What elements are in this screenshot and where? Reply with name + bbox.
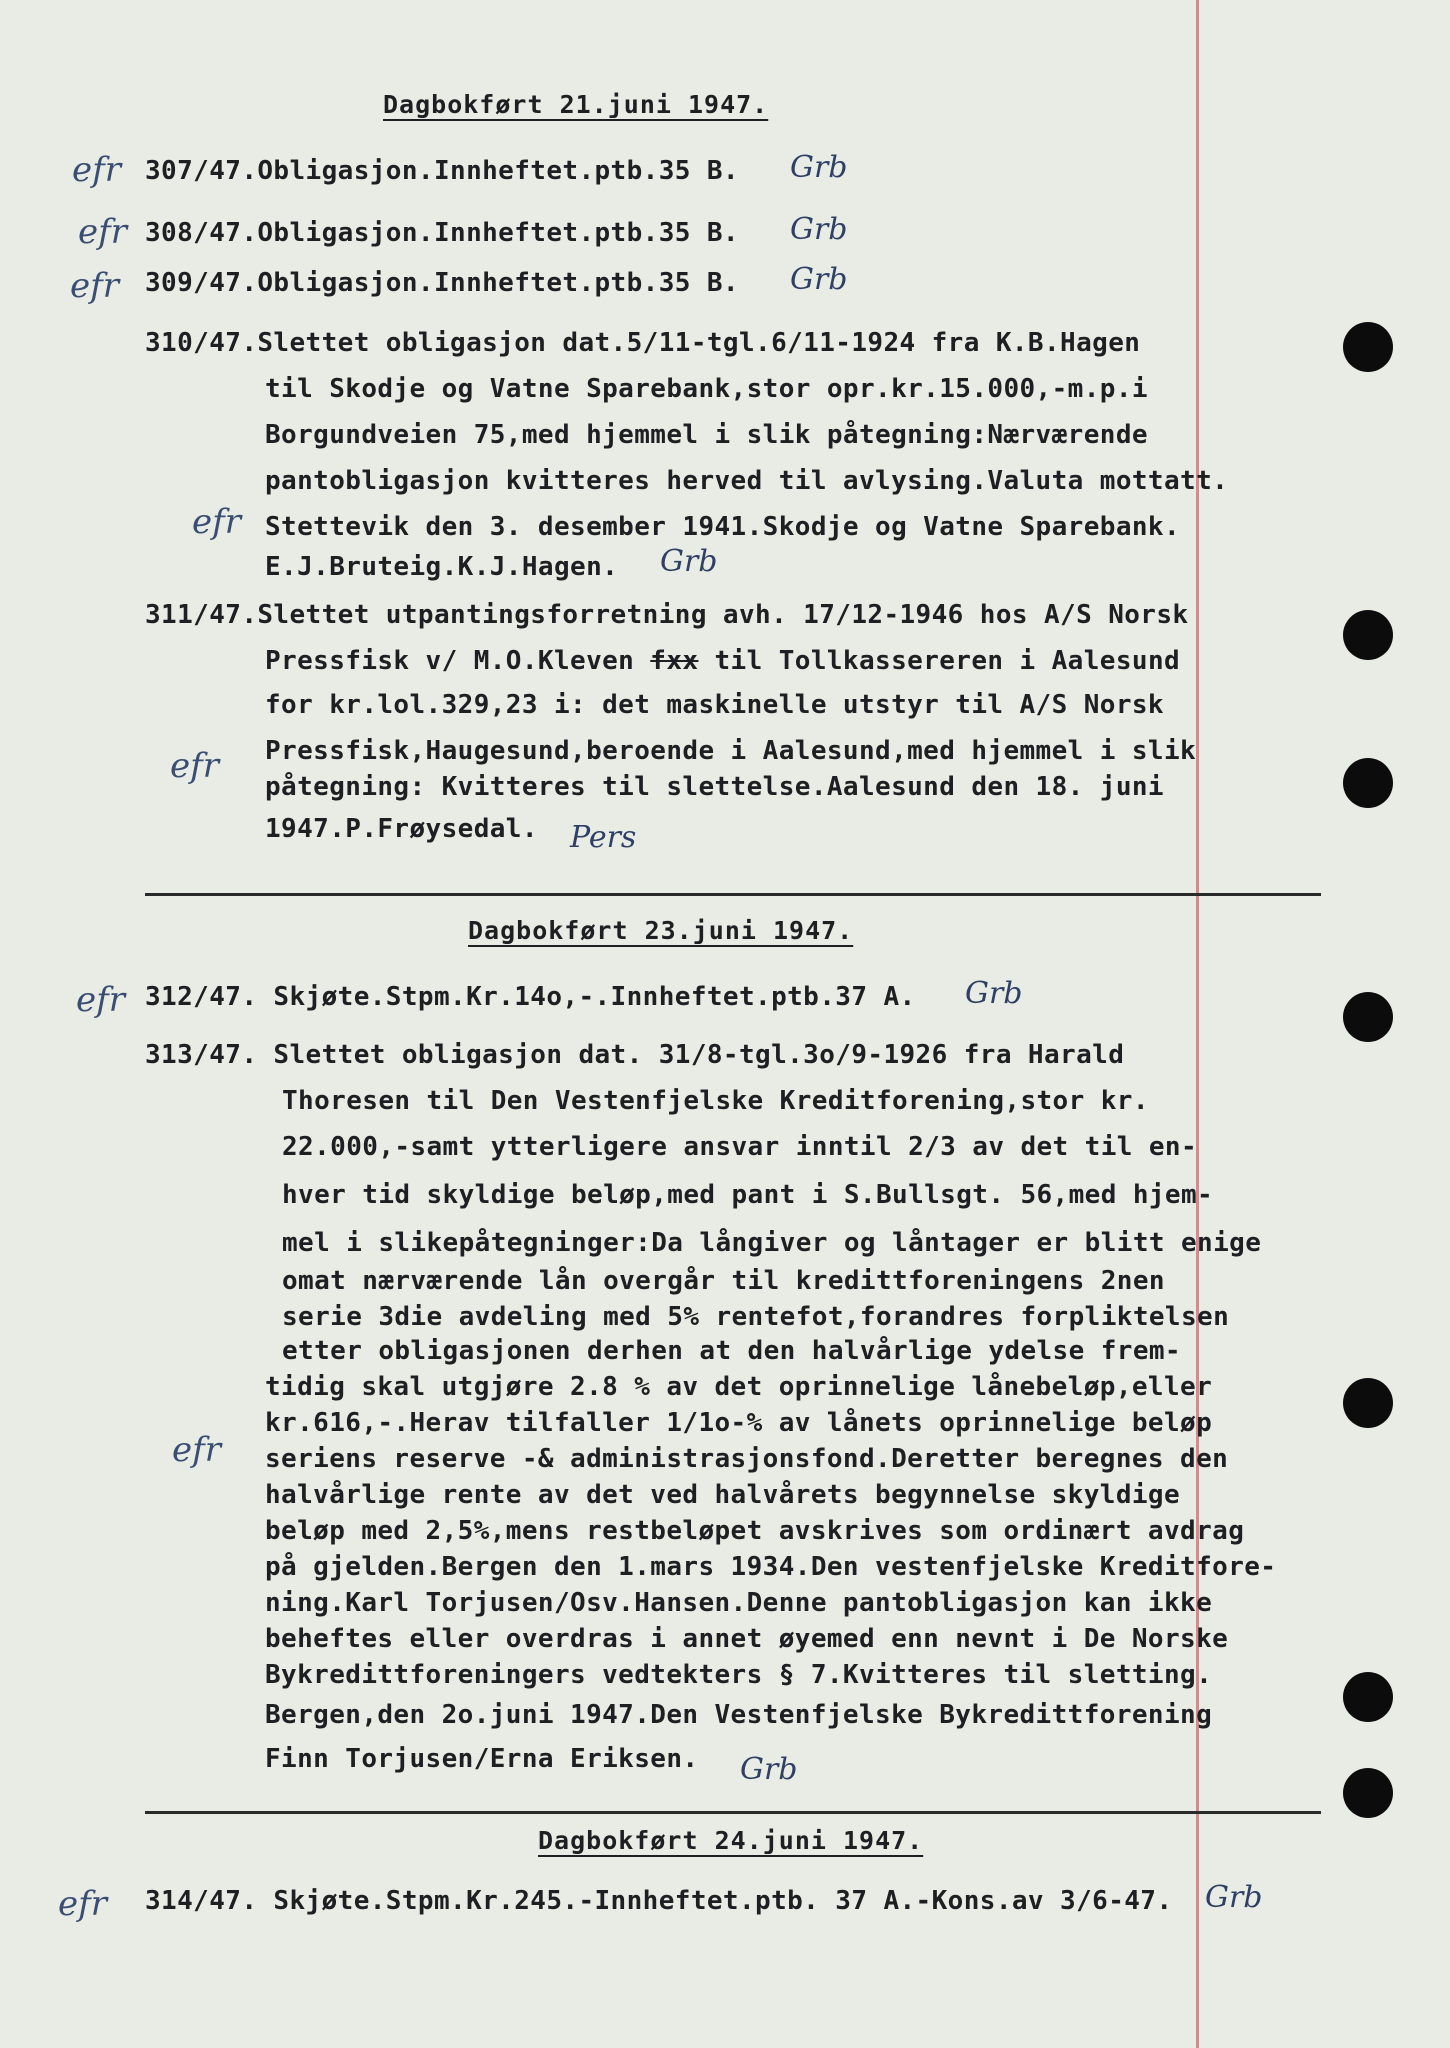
struck-text: fxx xyxy=(650,646,699,676)
entry-line: hver tid skyldige beløp,med pant i S.Bullsgt. 56,med hjem- xyxy=(282,1180,1214,1210)
initials-309: Grb xyxy=(790,262,848,297)
punch-hole-7 xyxy=(1343,1768,1393,1818)
entry-line: mel i slikepåtegninger:Da långiver og låntager er blitt enige xyxy=(282,1228,1262,1258)
entry-line: 313/47. Slettet obligasjon dat. 31/8-tgl.3o/9-1926 fra Harald xyxy=(145,1040,1125,1070)
entry-line: Pressfisk,Haugesund,beroende i Aalesund,med hjemmel i slik xyxy=(265,736,1197,766)
entry-line: 311/47.Slettet utpantingsforretning avh. 17/12-1946 hos A/S Norsk xyxy=(145,600,1189,630)
section-header-21-juni: Dagbokført 21.juni 1947. xyxy=(383,90,769,119)
punch-hole-6 xyxy=(1343,1672,1393,1722)
entry-line: ning.Karl Torjusen/Osv.Hansen.Denne pantobligasjon kan ikke xyxy=(265,1588,1213,1618)
entry-line: seriens reserve -& administrasjonsfond.Deretter beregnes den xyxy=(265,1444,1229,1474)
initials-307: Grb xyxy=(790,150,848,185)
entry-line: beheftes eller overdras i annet øyemed enn nevnt i De Norske xyxy=(265,1624,1229,1654)
section-divider xyxy=(145,893,1321,896)
entry-line: 310/47.Slettet obligasjon dat.5/11-tgl.6/11-1924 fra K.B.Hagen xyxy=(145,328,1141,358)
entry-line: 308/47.Obligasjon.Innheftet.ptb.35 B. xyxy=(145,218,739,248)
entry-line: serie 3die avdeling med 5% rentefot,forandres forpliktelsen xyxy=(282,1302,1230,1332)
entry-line: på gjelden.Bergen den 1.mars 1934.Den vestenfjelske Kreditfore- xyxy=(265,1552,1277,1582)
punch-hole-5 xyxy=(1343,1378,1393,1428)
margin-mark-314: efr xyxy=(58,1884,107,1924)
entry-line: Thoresen til Den Vestenfjelske Kreditforening,stor kr. xyxy=(282,1086,1149,1116)
entry-line: Bykredittforeningers vedtekters § 7.Kvitteres til sletting. xyxy=(265,1660,1213,1690)
margin-mark-310: efr xyxy=(192,502,241,542)
initials-310: Grb xyxy=(660,544,718,579)
punch-hole-1 xyxy=(1343,322,1393,372)
entry-text: til Tollkassereren i Aalesund xyxy=(698,646,1181,676)
initials-313: Grb xyxy=(740,1752,798,1787)
entry-text: Pressfisk v/ M.O.Kleven xyxy=(265,646,651,676)
margin-mark-308: efr xyxy=(78,212,127,252)
entry-line: 314/47. Skjøte.Stpm.Kr.245.-Innheftet.ptb. 37 A.-Kons.av 3/6-47. xyxy=(145,1886,1173,1916)
margin-mark-312: efr xyxy=(76,980,125,1020)
entry-line: Bergen,den 2o.juni 1947.Den Vestenfjelske Bykredittforening xyxy=(265,1700,1213,1730)
entry-line: 22.000,-samt ytterligere ansvar inntil 2/3 av det til en- xyxy=(282,1132,1198,1162)
punch-hole-3 xyxy=(1343,758,1393,808)
entry-line: for kr.lol.329,23 i: det maskinelle utstyr til A/S Norsk xyxy=(265,690,1164,720)
punch-hole-2 xyxy=(1343,610,1393,660)
punch-hole-4 xyxy=(1343,992,1393,1042)
initials-308: Grb xyxy=(790,212,848,247)
section-header-24-juni: Dagbokført 24.juni 1947. xyxy=(538,1826,924,1855)
entry-line: halvårlige rente av det ved halvårets begynnelse skyldige xyxy=(265,1480,1181,1510)
entry-line: Stettevik den 3. desember 1941.Skodje og Vatne Sparebank. xyxy=(265,512,1181,542)
entry-line: Borgundveien 75,med hjemmel i slik påtegning:Nærværende xyxy=(265,420,1148,450)
entry-line: 1947.P.Frøysedal. xyxy=(265,814,538,844)
entry-line: omat nærværende lån overgår til kredittforeningens 2nen xyxy=(282,1266,1165,1296)
initials-312: Grb xyxy=(965,976,1023,1011)
entry-line: kr.616,-.Herav tilfaller 1/1o-% av lånets oprinnelige beløp xyxy=(265,1408,1213,1438)
entry-line: til Skodje og Vatne Sparebank,stor opr.kr.15.000,-m.p.i xyxy=(265,374,1148,404)
entry-line: 307/47.Obligasjon.Innheftet.ptb.35 B. xyxy=(145,156,739,186)
initials-314: Grb xyxy=(1205,1880,1263,1915)
margin-mark-307: efr xyxy=(72,150,121,190)
section-header-23-juni: Dagbokført 23.juni 1947. xyxy=(468,916,854,945)
entry-line: påtegning: Kvitteres til slettelse.Aalesund den 18. juni xyxy=(265,772,1164,802)
entry-line xyxy=(265,646,1180,676)
entry-line: beløp med 2,5%,mens restbeløpet avskrives som ordinært avdrag xyxy=(265,1516,1245,1546)
margin-rule xyxy=(1196,0,1199,2048)
entry-line: E.J.Bruteig.K.J.Hagen. xyxy=(265,552,619,582)
margin-mark-313: efr xyxy=(172,1430,221,1470)
entry-line: pantobligasjon kvitteres herved til avlysing.Valuta mottatt. xyxy=(265,466,1229,496)
margin-mark-311: efr xyxy=(170,746,219,786)
entry-line: tidig skal utgjøre 2.8 % av det oprinnelige lånebeløp,eller xyxy=(265,1372,1213,1402)
entry-line: Finn Torjusen/Erna Eriksen. xyxy=(265,1744,699,1774)
margin-mark-309: efr xyxy=(70,266,119,306)
entry-line: 312/47. Skjøte.Stpm.Kr.14o,-.Innheftet.ptb.37 A. xyxy=(145,982,916,1012)
section-divider xyxy=(145,1811,1321,1814)
entry-line: 309/47.Obligasjon.Innheftet.ptb.35 B. xyxy=(145,268,739,298)
entry-line: etter obligasjonen derhen at den halvårlige ydelse frem- xyxy=(282,1336,1181,1366)
initials-311: Pers xyxy=(570,820,637,855)
